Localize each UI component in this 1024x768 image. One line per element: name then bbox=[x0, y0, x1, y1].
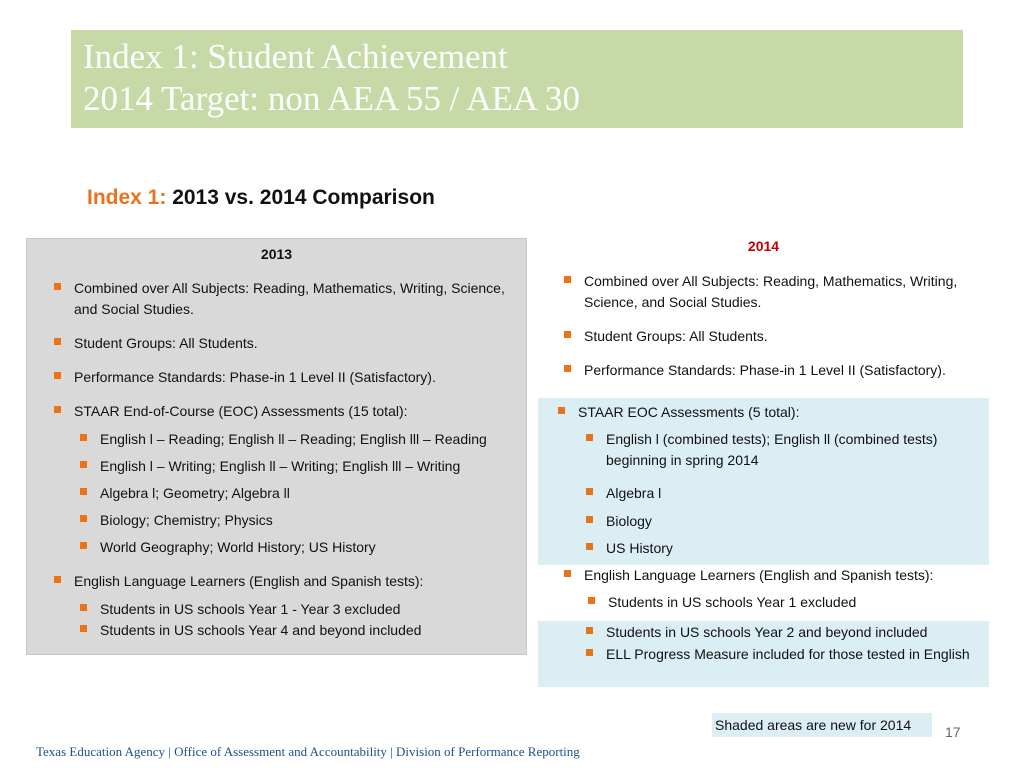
bullet-square-icon bbox=[586, 488, 593, 495]
bullet-square-icon bbox=[80, 625, 87, 632]
bullet-square-icon bbox=[586, 434, 593, 441]
bullet-2013-groups: Student Groups: All Students. bbox=[52, 333, 522, 354]
subtitle bbox=[87, 186, 435, 210]
list-item: English l – Writing; English ll – Writing; English lll – Writing bbox=[78, 456, 523, 477]
bullet-square-icon bbox=[558, 407, 565, 414]
list-item: Students in US schools Year 1 - Year 3 excluded bbox=[78, 599, 523, 620]
list-item: Biology; Chemistry; Physics bbox=[78, 510, 523, 531]
bullet-2013-eoc: STAAR End-of-Course (EOC) Assessments (15 total): bbox=[52, 401, 522, 422]
bullet-square-icon bbox=[54, 283, 61, 290]
bullet-square-icon bbox=[564, 365, 571, 372]
shaded-areas-note: Shaded areas are new for 2014 bbox=[712, 713, 932, 737]
bullet-square-icon bbox=[80, 604, 87, 611]
bullet-square-icon bbox=[80, 488, 87, 495]
column-title-2014: 2014 bbox=[747, 238, 780, 254]
bullet-square-icon bbox=[80, 515, 87, 522]
list-item: US History bbox=[584, 538, 984, 559]
bullet-2013-standards: Performance Standards: Phase-in 1 Level II (Satisfactory). bbox=[52, 367, 522, 388]
list-item: World Geography; World History; US History bbox=[78, 537, 523, 558]
slide-title bbox=[71, 30, 963, 128]
list-item: Students in US schools Year 2 and beyond included bbox=[584, 622, 984, 643]
title-line-2: 2014 Target: non AEA 55 / AEA 30 bbox=[83, 79, 580, 118]
column-title-2013: 2013 bbox=[260, 246, 293, 262]
page-number: 17 bbox=[945, 724, 961, 740]
bullet-square-icon bbox=[586, 516, 593, 523]
bullet-square-icon bbox=[586, 627, 593, 634]
bullet-square-icon bbox=[54, 372, 61, 379]
title-line-1: Index 1: Student Achievement bbox=[83, 37, 508, 76]
list-item: Algebra l; Geometry; Algebra ll bbox=[78, 483, 523, 504]
bullet-2014-groups: Student Groups: All Students. bbox=[562, 326, 987, 347]
list-item: ELL Progress Measure included for those tested in English bbox=[584, 644, 984, 665]
bullet-2014-standards: Performance Standards: Phase-in 1 Level II (Satisfactory). bbox=[562, 360, 987, 381]
bullet-square-icon bbox=[586, 649, 593, 656]
list-item: English l (combined tests); English ll (combined tests) beginning in spring 2014 bbox=[584, 429, 984, 471]
bullet-square-icon bbox=[80, 434, 87, 441]
subtitle-accent: Index 1: bbox=[87, 186, 167, 209]
bullet-square-icon bbox=[564, 570, 571, 577]
bullet-square-icon bbox=[54, 338, 61, 345]
list-item: Students in US schools Year 1 excluded bbox=[586, 592, 986, 613]
bullet-2013-ell: English Language Learners (English and Spanish tests): bbox=[52, 571, 522, 592]
bullet-2013-combined: Combined over All Subjects: Reading, Mathematics, Writing, Science, and Social Studies. bbox=[52, 278, 522, 320]
subtitle-rest: 2013 vs. 2014 Comparison bbox=[172, 186, 435, 209]
bullet-square-icon bbox=[588, 597, 595, 604]
bullet-square-icon bbox=[564, 276, 571, 283]
bullet-2014-eoc: STAAR EOC Assessments (5 total): bbox=[556, 402, 986, 423]
list-item: Biology bbox=[584, 511, 984, 532]
bullet-square-icon bbox=[54, 576, 61, 583]
bullet-square-icon bbox=[80, 461, 87, 468]
bullet-square-icon bbox=[80, 542, 87, 549]
list-item: Algebra l bbox=[584, 483, 984, 504]
bullet-square-icon bbox=[586, 543, 593, 550]
footer: Texas Education Agency | Office of Assessment and Accountability | Division of Performance Reporting bbox=[36, 744, 580, 759]
list-item: Students in US schools Year 4 and beyond included bbox=[78, 620, 523, 641]
bullet-square-icon bbox=[564, 331, 571, 338]
list-item: English l – Reading; English ll – Reading; English lll – Reading bbox=[78, 429, 523, 450]
bullet-2014-combined: Combined over All Subjects: Reading, Mathematics, Writing, Science, and Social Studies. bbox=[562, 271, 987, 313]
bullet-square-icon bbox=[54, 406, 61, 413]
bullet-2014-ell: English Language Learners (English and Spanish tests): bbox=[562, 565, 987, 586]
